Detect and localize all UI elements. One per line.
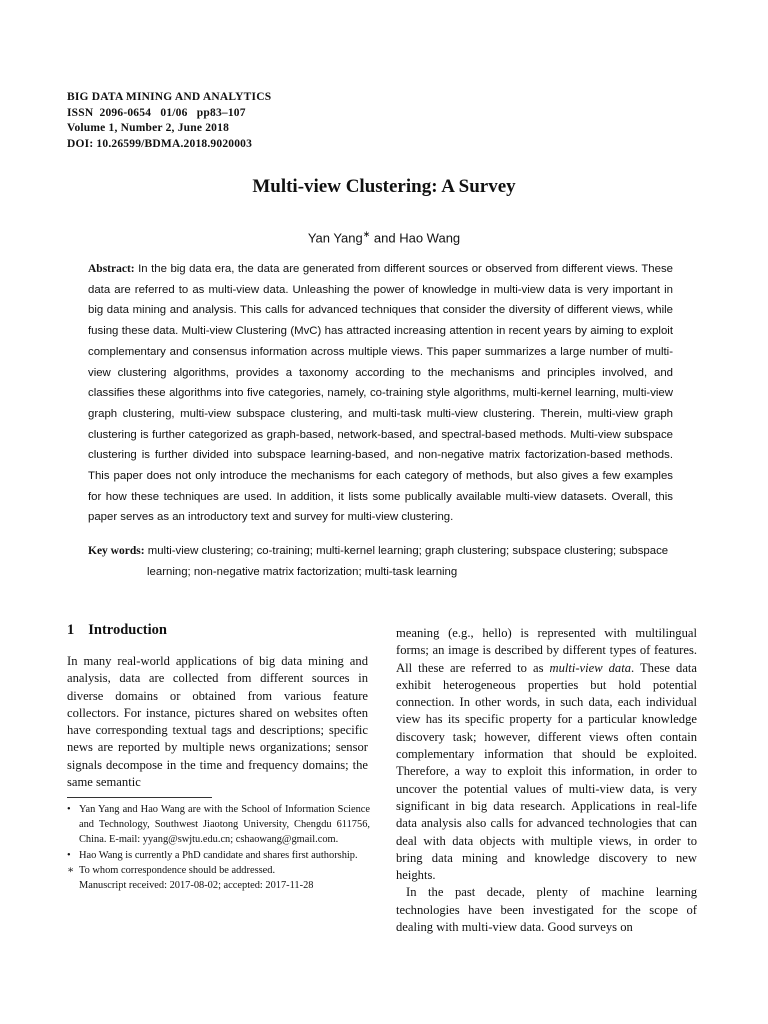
journal-volume: Volume 1, Number 2, June 2018	[67, 122, 230, 134]
author-first: Yan Yang	[307, 230, 363, 246]
para-text-before: meaning (e.g., hello) is represented with multilingual forms; an image is described by different types of features. All these are referred to as	[396, 626, 697, 675]
footnotes	[67, 802, 370, 893]
journal-doi: DOI: 10.26599/BDMA.2018.9020003	[67, 137, 253, 150]
paper-title: Multi-view Clustering: A Survey	[252, 176, 516, 197]
corresponding-mark: ∗	[362, 229, 371, 239]
abstract	[88, 259, 673, 528]
journal-header	[67, 90, 271, 152]
para-text-after: . These data exhibit heterogeneous properties but hold potential connection. In other words, in such data, each individual view has its specific property for a particular knowledge discovery task; however, different views often contain complementary information that should be exploited. Therefore, a way to exploit this information, in order to uncover the potential values of multi-view data, is very significant in big data research. Applications in real-life data analysis also calls for advanced technologies that can deal with data objects with multiple views, in order to bring data mining and knowledge discovery to new heights.	[396, 660, 697, 883]
keywords-label: Key words:	[88, 545, 145, 557]
journal-name: BIG DATA MINING AND ANALYTICS	[67, 91, 272, 103]
footnote-manuscript-text: Manuscript received: 2017-08-02; accepted: 2017-11-28	[79, 880, 314, 892]
footnote-affiliation	[67, 802, 370, 848]
abstract-label: Abstract:	[88, 263, 135, 275]
footnote-correspondence-text: To whom correspondence should be addressed.	[79, 864, 276, 876]
right-column	[396, 625, 697, 936]
footnote-divider	[67, 797, 212, 798]
footnote-phd	[67, 848, 370, 863]
footnote-manuscript	[67, 878, 370, 893]
intro-paragraph-1-continued	[396, 625, 697, 884]
emphasis-multi-view-data: multi-view data	[549, 660, 632, 675]
section-heading-introduction	[67, 622, 167, 639]
section-title: Introduction	[88, 622, 167, 638]
journal-issn: ISSN 2096-0654 01/06 pp83–107	[67, 106, 246, 119]
footnote-correspondence	[67, 863, 370, 878]
intro-paragraph-1: In many real-world applications of big data mining and analysis, data are collected from different sources in diverse domains or obtained from various feature collectors. For instance, pictures shared on websites often have corresponding textual tags and descriptions; specific news are reported by multiple news organizations; sensor signals decompose in the time and frequency domains; the same semantic	[67, 654, 368, 790]
intro-paragraph-2: In the past decade, plenty of machine learning technologies have been investigated for the scope of dealing with multi-view data. Good surveys on	[396, 885, 697, 935]
bullet-icon: •	[67, 849, 71, 861]
left-column	[67, 653, 368, 791]
section-number: 1	[67, 622, 75, 638]
author-rest: and Hao Wang	[370, 230, 461, 246]
asterisk-icon: ∗	[67, 864, 75, 876]
keywords-text: multi-view clustering; co-training; multi-kernel learning; graph clustering; subspace clustering; subspace learning; non-negative matrix factorization; multi-task learning	[147, 545, 669, 578]
bullet-icon: •	[67, 804, 71, 815]
footnote-affiliation-text: Yan Yang and Hao Wang are with the School of Information Science and Technology, Southwest Jiaotong University, Chengdu 611756, China. E-mail: yyang@swjtu.edu.cn; cshaowang@gmail.com.	[79, 804, 370, 846]
abstract-text: In the big data era, the data are generated from different sources or observed from different views. These data are referred to as multi-view data. Unleashing the power of knowledge in multi-view data is very important in big data mining and analysis. This calls for advanced techniques that consider the diversity of different views, while fusing these data. Multi-view Clustering (MvC) has attracted increasing attention in recent years by aiming to exploit complementary and consensus information across multiple views. This paper summarizes a large number of multi-view clustering algorithms, provides a taxonomy according to the mechanisms and principles involved, and classifies these algorithms into five categories, namely, co-training style algorithms, multi-kernel learning, multi-view graph clustering, multi-view subspace clustering, and multi-task multi-view clustering. Therein, multi-view graph clustering is further categorized as graph-based, network-based, and spectral-based methods. Multi-view subspace clustering is further divided into subspace learning-based, and non-negative matrix factorization-based methods. This paper does not only introduce the mechanisms for each category of methods, but also gives a few examples for how these techniques are used. In addition, it lists some publically available multi-view datasets. Overall, this paper serves as an introductory text and survey for multi-view clustering.	[88, 263, 673, 524]
paper-authors	[0, 229, 768, 245]
footnote-phd-text: Hao Wang is currently a PhD candidate and shares first authorship.	[79, 849, 358, 861]
keywords	[88, 541, 676, 582]
